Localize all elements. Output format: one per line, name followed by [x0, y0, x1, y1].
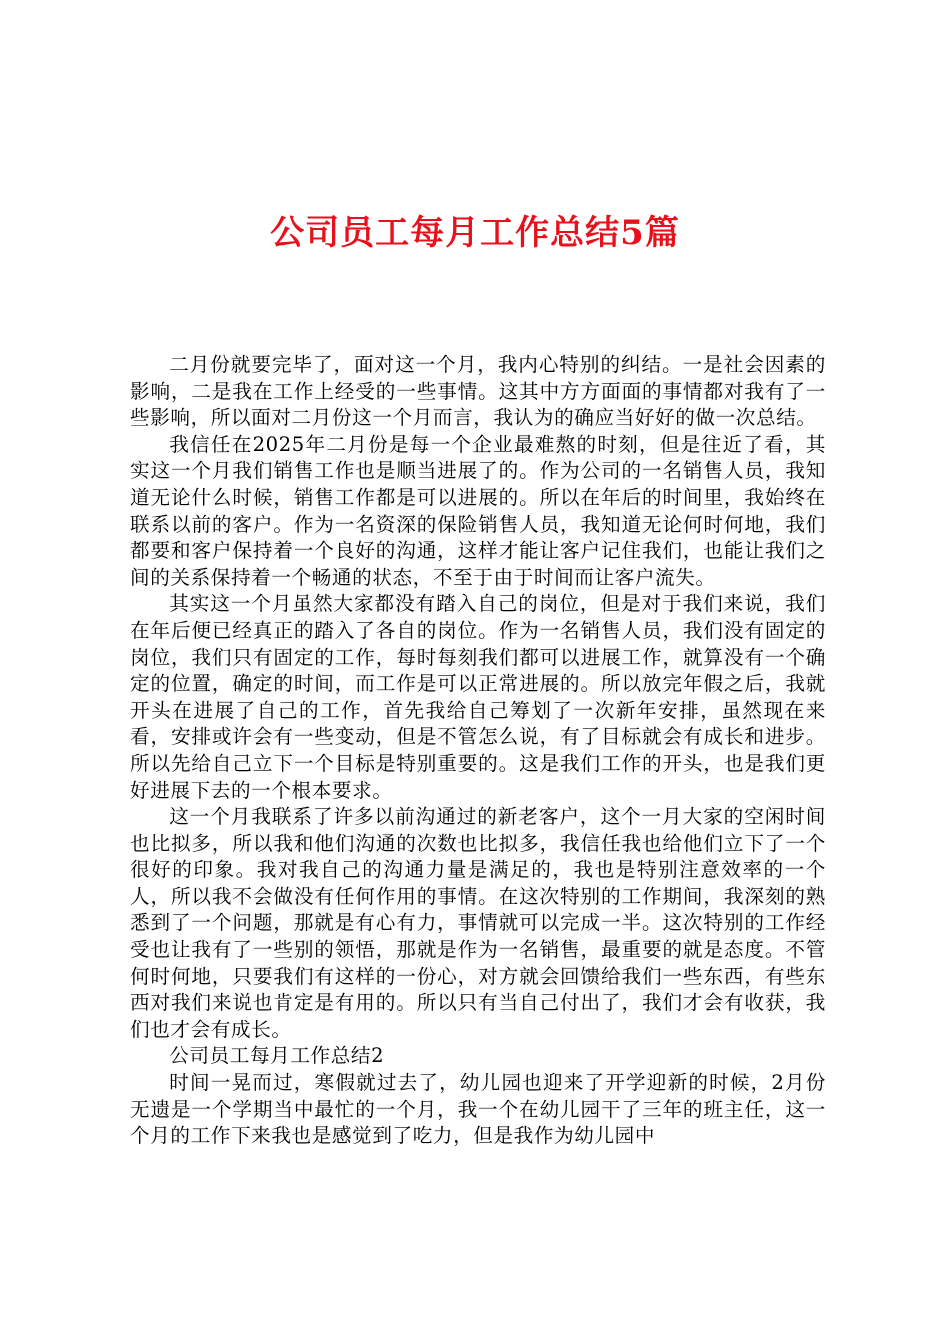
paragraph-1: 二月份就要完毕了，面对这一个月，我内心特别的纠结。一是社会因素的影响，二是我在工作上经受的一些事情。这其中方方面面的事情都对我有了一些影响，所以面对二月份这一个月而言，我认为的确应当好好的做一次总结。	[130, 353, 826, 430]
document-body	[130, 352, 826, 1150]
paragraph-3: 其实这一个月虽然大家都没有踏入自己的岗位，但是对于我们来说，我们在年后便已经真正的踏入了各自的岗位。作为一名销售人员，我们没有固定的岗位，我们只有固定的工作，每时每刻我们都可以进展工作，就算没有一个确定的位置，确定的时间，而工作是可以正常进展的。所以放完年假之后，我就开头在进展了自己的工作，首先我给自己筹划了一次新年安排，虽然现在来看，安排或许会有一些变动，但是不管怎么说，有了目标就会有成长和进步。所以先给自己立下一个目标是特别重要的。这是我们工作的开头，也是我们更好进展下去的一个根本要求。	[130, 592, 826, 802]
paragraph-5: 时间一晃而过，寒假就过去了，幼儿园也迎来了开学迎新的时候，2月份无遗是一个学期当中最忙的一个月，我一个在幼儿园干了三年的班主任，这一个月的工作下来我也是感觉到了吃力，但是我作为幼儿园中	[130, 1071, 826, 1148]
section-heading-2: 公司员工每月工作总结2	[169, 1044, 385, 1068]
paragraph-4: 这一个月我联系了许多以前沟通过的新老客户，这个一月大家的空闲时间也比拟多，所以我和他们沟通的次数也比拟多，我信任我也给他们立下了一个很好的印象。我对我自己的沟通力量是满足的，我也是特别注意效率的一个人，所以我不会做没有任何作用的事情。在这次特别的工作期间，我深刻的熟悉到了一个问题，那就是有心有力，事情就可以完成一半。这次特别的工作经受也让我有了一些别的领悟，那就是作为一名销售，最重要的就是态度。不管何时何地，只要我们有这样的一份心，对方就会回馈给我们一些东西，有些东西对我们来说也肯定是有用的。所以只有当自己付出了，我们才会有收获，我们也才会有成长。	[130, 805, 826, 1041]
document-title: 公司员工每月工作总结5篇	[270, 213, 680, 253]
paragraph-2: 我信任在2025年二月份是每一个企业最难熬的时刻，但是往近了看，其实这一个月我们销售工作也是顺当进展了的。作为公司的一名销售人员，我知道无论什么时候，销售工作都是可以进展的。所以在年后的时间里，我始终在联系以前的客户。作为一名资深的保险销售人员，我知道无论何时何地，我们都要和客户保持着一个良好的沟通，这样才能让客户记住我们，也能让我们之间的关系保持着一个畅通的状态，不至于由于时间而让客户流失。	[130, 432, 826, 589]
